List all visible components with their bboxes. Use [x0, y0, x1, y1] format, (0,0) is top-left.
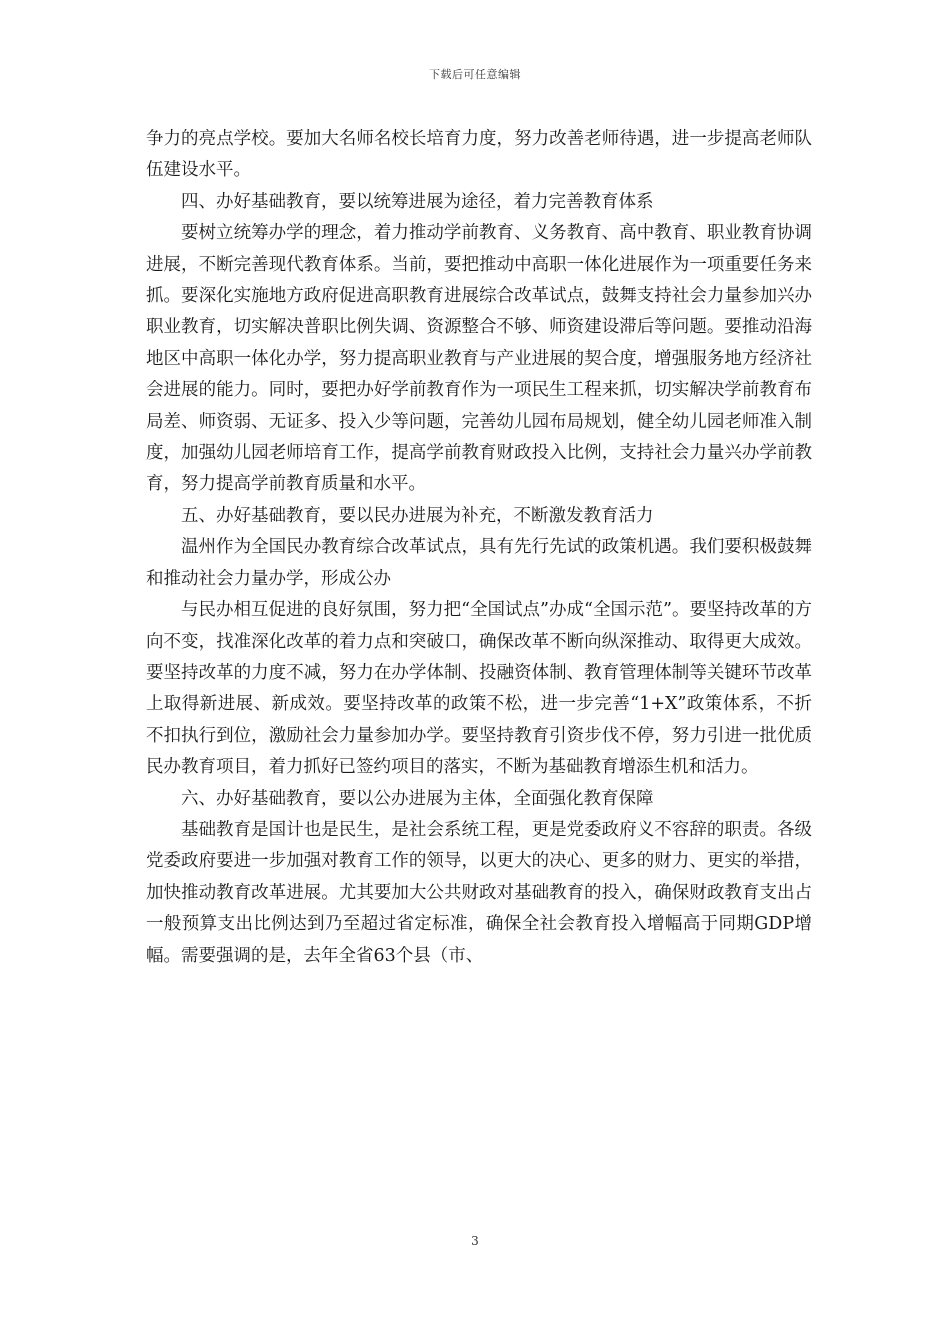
paragraph-continuation: 争力的亮点学校。要加大名师名校长培育力度，努力改善老师待遇，进一步提高老师队伍建设水平。 — [146, 129, 812, 181]
section-heading-4: 四、办好基础教育，要以统筹进展为途径，着力完善教育体系 — [181, 191, 654, 212]
page-number: 3 — [471, 1234, 479, 1248]
paragraph-section-6: 基础教育是国计也是民生，是社会系统工程，更是党委政府义不容辞的职责。各级党委政府要进一步加强对教育工作的领导，以更大的决心、更多的财力、更实的举措，加快推动教育改革进展。尤其要加大公共财政对基础教育的投入，确保财政教育支出占一般预算支出比例达到乃至超过省定标准，确保全社会教育投入增幅高于同期GDP增幅。需要强调的是，去年全省63个县（市、 — [146, 819, 812, 966]
paragraph-section-5b: 与民办相互促进的良好氛围，努力把“全国试点”办成“全国示范”。要坚持改革的方向不变，找准深化改革的着力点和突破口，确保改革不断向纵深推动、取得更大成效。要坚持改革的力度不减，努力在办学体制、投融资体制、教育管理体制等关键环节改革上取得新进展、新成效。要坚持改革的政策不松，进一步完善“1+X”政策体系，不折不扣执行到位，激励社会力量参加办学。要坚持教育引资步伐不停，努力引进一批优质民办教育项目，着力抓好已签约项目的落实，不断为基础教育增添生机和活力。 — [146, 600, 812, 778]
page-header: 下载后可任意编辑 — [429, 68, 521, 81]
document-body — [146, 124, 812, 972]
paragraph-section-5a: 温州作为全国民办教育综合改革试点，具有先行先试的政策机遇。我们要积极鼓舞和推动社会力量办学，形成公办 — [146, 537, 812, 589]
section-heading-6: 六、办好基础教育，要以公办进展为主体，全面强化教育保障 — [181, 788, 654, 809]
section-heading-5: 五、办好基础教育，要以民办进展为补充，不断激发教育活力 — [181, 505, 654, 526]
paragraph-section-4: 要树立统筹办学的理念，着力推动学前教育、义务教育、高中教育、职业教育协调进展，不断完善现代教育体系。当前，要把推动中高职一体化进展作为一项重要任务来抓。要深化实施地方政府促进高职教育进展综合改革试点，鼓舞支持社会力量参加兴办职业教育，切实解决普职比例失调、资源整合不够、师资建设滞后等问题。要推动沿海地区中高职一体化办学，努力提高职业教育与产业进展的契合度，增强服务地方经济社会进展的能力。同时，要把办好学前教育作为一项民生工程来抓，切实解决学前教育布局差、师资弱、无证多、投入少等问题，完善幼儿园布局规划，健全幼儿园老师准入制度，加强幼儿园老师培育工作，提高学前教育财政投入比例，支持社会力量兴办学前教育，努力提高学前教育质量和水平。 — [146, 223, 812, 495]
